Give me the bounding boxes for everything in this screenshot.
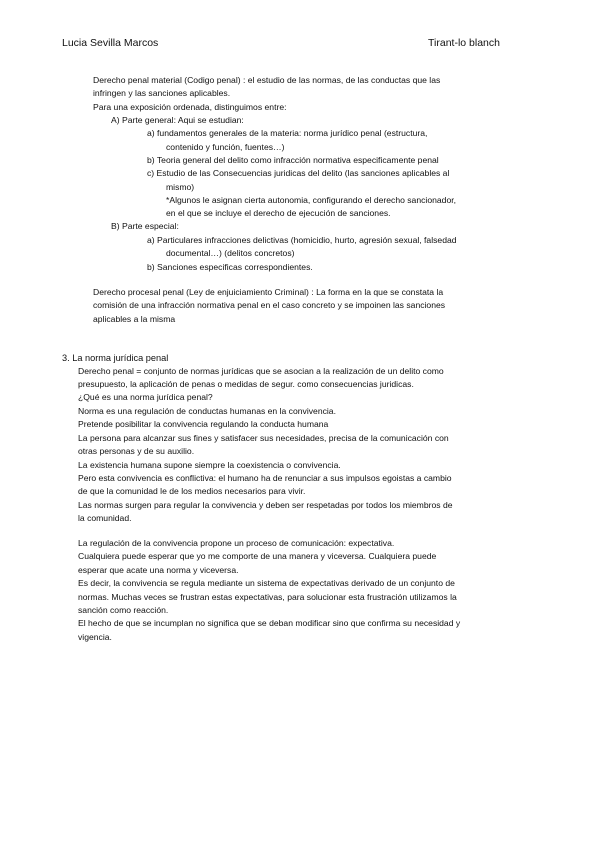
text-line: La persona para alcanzar sus fines y satisfacer sus necesidades, precisa de la comunicación con [78,433,449,443]
text-line: Para una exposición ordenada, distinguimos entre: [93,102,287,112]
text-line: *Algunos le asignan cierta autonomia, configurando el derecho sancionador, [166,195,456,205]
text-line: La regulación de la convivencia propone un proceso de comunicación: expectativa. [78,538,395,548]
text-line: A) Parte general: Aqui se estudian: [111,115,244,125]
text-line: otras personas y de su auxilio. [78,446,195,456]
text-line: en el que se incluye el derecho de ejecución de sanciones. [166,208,391,218]
text-line: Pero esta convivencia es conflictiva: el humano ha de renunciar a sus impulsos egoistas a cambio [78,473,452,483]
text-line: Las normas surgen para regular la convivencia y deben ser respetadas por todos los miembros de [78,500,453,510]
text-line: b) Teoria general del delito como infracción normativa especificamente penal [147,155,439,165]
text-line: normas. Muchas veces se frustran estas expectativas, para solucionar esta frustración utilizamos la [78,592,457,602]
text-line: Derecho penal = conjunto de normas jurídicas que se asocian a la realización de un delito como [78,366,444,376]
text-line: contenido y función, fuentes…) [166,142,285,152]
text-line: Derecho penal material (Codigo penal) : el estudio de las normas, de las conductas que las [93,75,441,85]
text-line: esperar que acate una norma y viceversa. [78,565,239,575]
text-line: Derecho procesal penal (Ley de enjuiciamiento Criminal) : La forma en la que se constata la [93,287,444,297]
text-line: c) Estudio de las Consecuencias juridicas del delito (las sanciones aplicables al [147,168,450,178]
text-line: Cualquiera puede esperar que yo me comporte de una manera y viceversa. Cualquiera puede [78,551,437,561]
text-line: La existencia humana supone siempre la coexistencia o convivencia. [78,460,341,470]
text-line: El hecho de que se incumplan no significa que se deban modificar sino que confirma su necesidad y [78,618,461,628]
text-line: la comunidad. [78,513,132,523]
text-line: a) Particulares infracciones delictivas (homicidio, hurto, agresión sexual, falsedad [147,235,457,245]
text-line: sanción como reacción. [78,605,169,615]
text-line: Pretende posibilitar la convivencia regulando la conducta humana [78,419,329,429]
text-line: Norma es una regulación de conductas humanas en la convivencia. [78,406,336,416]
text-line: mismo) [166,182,195,192]
text-line: comisión de una infracción normativa penal en el caso concreto y se impoinen las sanciones [93,300,446,310]
text-line: b) Sanciones especificas correspondientes. [147,262,313,272]
text-line: de que la comunidad le de los medios necesarios para vivir. [78,486,306,496]
text-line: infringen y las sanciones aplicables. [93,88,231,98]
section-heading: 3. La norma jurídica penal [62,353,169,363]
text-line: ¿Qué es una norma jurídica penal? [78,392,213,402]
text-line: Es decir, la convivencia se regula mediante un sistema de expectativas derivado de un conjunto de [78,578,455,588]
text-line: a) fundamentos generales de la materia: norma jurídico penal (estructura, [147,128,428,138]
text-line: aplicables a la misma [93,314,176,324]
header-course: Tirant-lo blanch [428,37,500,49]
text-line: vigencia. [78,632,112,642]
text-line: presupuesto, la aplicación de penas o medidas de segur. como consecuencias juridicas. [78,379,414,389]
text-line: B) Parte especial: [111,221,179,231]
header-author: Lucia Sevilla Marcos [62,37,159,49]
text-line: documental…) (delitos concretos) [166,248,295,258]
